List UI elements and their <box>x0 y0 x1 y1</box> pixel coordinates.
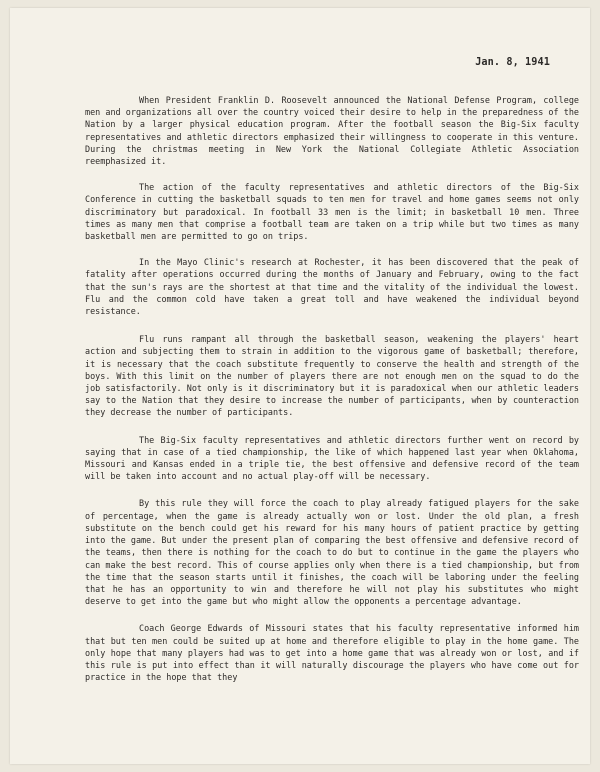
paragraph-text: The action of the faculty representatives and athletic directors of the Big-Six Conference in cutting the basketball squads to ten men for travel and home games seems not only discriminatory but paradoxical. In football 33 men is the limit; in basketball 10 men. Three times as many men that comprise a football team are taken on a trip while but two times as many basketball men are permitted to go on trips. <box>85 182 579 242</box>
paragraph-text: By this rule they will force the coach to play already fatigued players for the sake of percentage, when the game is already actually won or lost. Under the old plan, a fresh substitute on the bench could get his reward for his many hours of patient practice by getting into the game. But under the present plan of comparing the best offensive and defensive record of the teams, then there is nothing for the coach to do but to continue in the game the players who can make the best record. This of course applies only when there is a tied championship, but from the time that the season starts until it finishes, the coach will be laboring under the feeling that he has an opportunity to win and therefore he will not play his substitutes who might deserve to get into the game but who might allow the opponents a percentage advantage. <box>85 498 579 607</box>
paragraph-text: When President Franklin D. Roosevelt announced the National Defense Program, college men and organizations all over the country voiced their desire to help in the preparedness of the Nation by a larger physical education program. After the football season the Big-Six faculty representatives and athletic directors emphasized their willingness to cooperate in this venture. During the christmas meeting in New York the National Collegiate Athletic Association reemphasized it. <box>85 95 579 167</box>
document-date: Jan. 8, 1941 <box>475 57 550 68</box>
paragraph-text: Coach George Edwards of Missouri states that his faculty representative informed him that but ten men could be suited up at home and therefore eligible to play in the home game. The only hope that many players had was to get into a home game that was already won or lost, and if this rule is put into effect than it will naturally discourage the players who have come out for practice in the hope that they <box>85 623 579 683</box>
paragraph-6 <box>85 497 579 607</box>
paragraph-text: In the Mayo Clinic's research at Rochester, it has been discovered that the peak of fatality after operations occurred during the months of January and February, owing to the fact that the sun's rays are the shortest at that time and the vitality of the individual the lowest. Flu and the common cold have taken a great toll and have weakened the individual beyond resistance. <box>85 257 579 317</box>
paragraph-4 <box>85 333 579 418</box>
paragraph-2 <box>85 181 579 242</box>
document-body <box>85 94 579 699</box>
paragraph-1 <box>85 94 579 167</box>
paragraph-text: Flu runs rampant all through the basketball season, weakening the players' heart action and subjecting them to strain in addition to the vigorous game of basketball; therefore, it is necessary that the coach substitute frequently to conserve the health and strength of the boys. With this limit on the number of players there are not enough men on the squad to do the job satisfactorily. Not only is it discriminatory but it is paradoxical when our athletic leaders say to the Nation that they desire to increase the number of participants, when by counteraction they decrease the number of participants. <box>85 334 579 418</box>
paragraph-3 <box>85 256 579 317</box>
paragraph-7 <box>85 622 579 683</box>
paragraph-text: The Big-Six faculty representatives and athletic directors further went on record by saying that in case of a tied championship, the like of which happened last year when Oklahoma, Missouri and Kansas ended in a triple tie, the best offensive and defensive record of the team will be taken into account and no actual play-off will be necessary. <box>85 434 579 482</box>
paragraph-5 <box>85 434 579 483</box>
document-page <box>10 8 590 764</box>
